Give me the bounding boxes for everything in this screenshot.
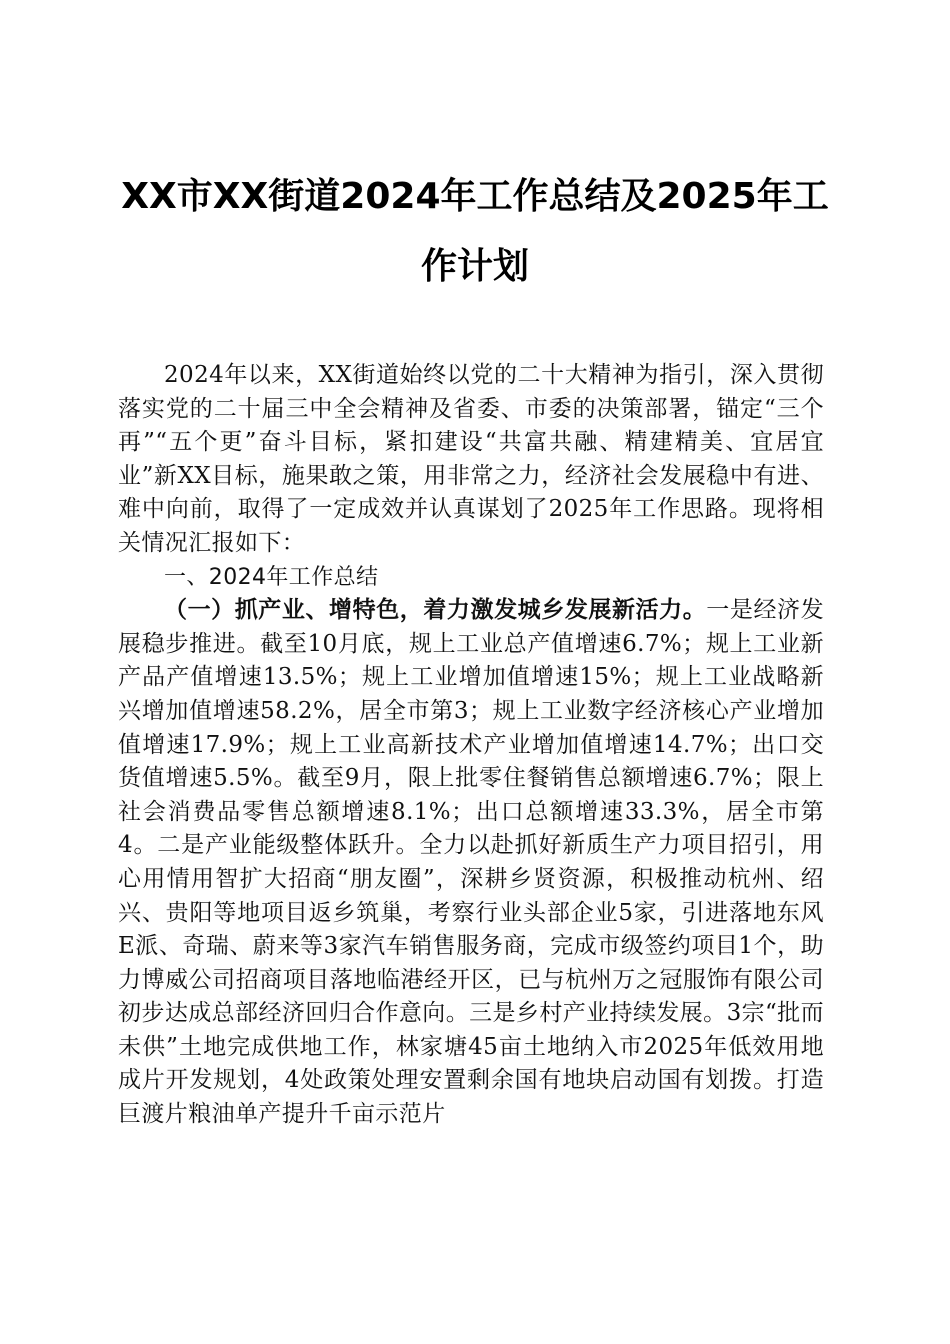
subsection-heading: （一）抓产业、增特色，着力激发城乡发展新活力。 (164, 597, 707, 624)
subsection-paragraph (118, 594, 824, 1132)
document-title (118, 162, 832, 302)
title-line-2: 作计划 (420, 246, 529, 287)
intro-paragraph: 2024年以来，XX街道始终以党的二十大精神为指引，深入贯彻落实党的二十届三中全会精神及省委、市委的决策部署，锚定“三个再”“五个更”奋斗目标，紧扣建设“共富共融、精建精美、宜居宜业”新XX目标，施果敢之策，用非常之力，经济社会发展稳中有进、难中向前，取得了一定成效并认真谋划了2025年工作思路。现将相关情况汇报如下： (118, 362, 824, 556)
title-line-1: XX市XX街道2024年工作总结及2025年工 (121, 176, 829, 217)
section-heading: 一、2024年工作总结 (164, 564, 379, 590)
document-body (118, 359, 824, 1132)
subsection-body: 一是经济发展稳步推进。截至10月底，规上工业总产值增速6.7%；规上工业新产品产值增速13.5%；规上工业增加值增速15%；规上工业战略新兴增加值增速58.2%，居全市第3；规上工业数字经济核心产业增加值增速17.9%；规上工业高新技术产业增加值增速14.7%；出口交货值增速5.5%。截至9月，限上批零住餐销售总额增速6.7%；限上社会消费品零售总额增速8.1%；出口总额增速33.3%，居全市第4。二是产业能级整体跃升。全力以赴抓好新质生产力项目招引，用心用情用智扩大招商“朋友圈”，深耕乡贤资源，积极推动杭州、绍兴、贵阳等地项目返乡筑巢，考察行业头部企业5家，引进落地东风E派、奇瑞、蔚来等3家汽车销售服务商，完成市级签约项目1个，助力博威公司招商项目落地临港经开区，已与杭州万之冠服饰有限公司初步达成总部经济回归合作意向。三是乡村产业持续发展。3宗“批而未供”土地完成供地工作，林家塘45亩土地纳入市2025年低效用地成片开发规划，4处政策处理安置剩余国有地块启动国有划拨。打造巨渡片粮油单产提升千亩示范片 (118, 597, 825, 1128)
